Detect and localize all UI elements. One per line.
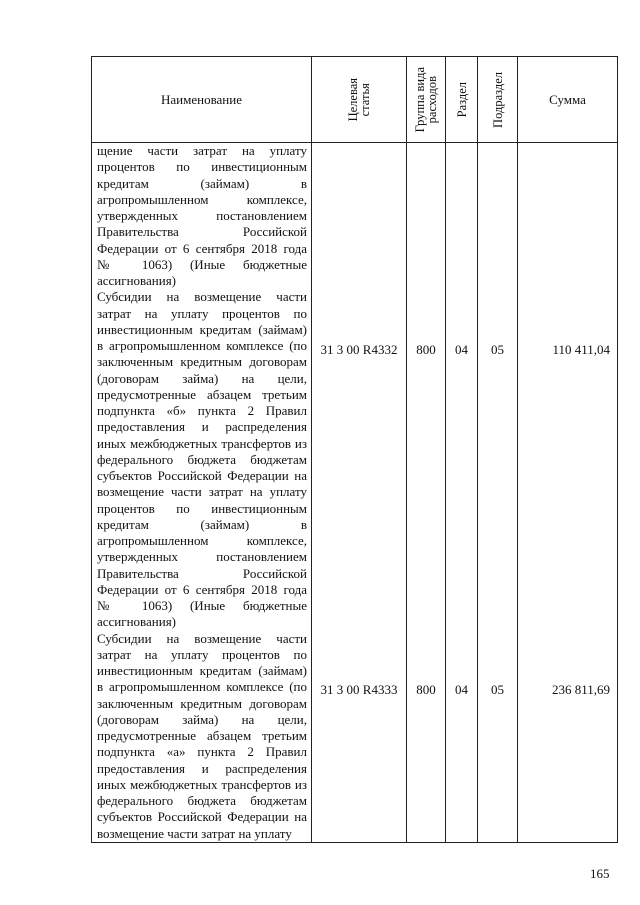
header-target (312, 57, 407, 143)
sum-value: 110 411,04 (552, 342, 610, 357)
section-value: 04 (455, 342, 468, 357)
header-row (92, 57, 618, 143)
budget-table (91, 56, 618, 843)
subsection-value: 05 (491, 682, 504, 697)
group-cell (407, 143, 446, 843)
header-subsection-label: Подраздел (490, 71, 505, 128)
header-group-label: Группа вида расходов (413, 66, 439, 133)
subsection-value: 05 (491, 342, 504, 357)
group-value: 800 (416, 342, 436, 357)
header-subsection (478, 57, 518, 143)
header-group (407, 57, 446, 143)
page-number: 165 (590, 866, 610, 881)
target-value: 31 3 00 R4332 (320, 342, 398, 357)
target-value: 31 3 00 R4333 (320, 682, 398, 697)
header-sum: Сумма (518, 57, 618, 143)
header-name: Наименование (92, 57, 312, 143)
header-section (446, 57, 478, 143)
group-value: 800 (416, 682, 436, 697)
subsection-cell (478, 143, 518, 843)
section-cell (446, 143, 478, 843)
sum-cell (518, 143, 618, 843)
target-cell (312, 143, 407, 843)
table-row (92, 143, 618, 843)
item-text: щение части затрат на уплату процентов по инвестиционным кредитам (займам) в агропромышленном комплексе, утвержденных постановлением Правительства Российской Федерации от 6 сентября 2018 года № 1063) (Иные бюджетные ассигнования) (97, 143, 307, 288)
item-text: Субсидии на возмещение части затрат на уплату процентов по инвестиционным кредитам (займам) в агропромышленном комплексе (по заключенным кредитным договорам (договорам займа) на цели, предусмотренные абзацем третьим подпункта «б» пункта 2 Правил предоставления и распределения иных межбюджетных трансфертов из федерального бюджета бюджетам субъектов Российской Федерации на возмещение части затрат на уплату процентов по инвестиционным кредитам (займам) в агропромышленном комплексе, утвержденных постановлением Правительства Российской Федерации от 6 сентября 2018 года № 1063) (Иные бюджетные ассигнования) (97, 289, 307, 630)
header-section-label: Раздел (454, 81, 469, 118)
header-target-label: Целевая статья (346, 77, 372, 122)
sum-value: 236 811,69 (551, 682, 610, 697)
name-cell (92, 143, 312, 843)
item-text: Субсидии на возмещение части затрат на уплату процентов по инвестиционным кредитам (займам) в агропромышленном комплексе (по заключенным кредитным договорам (договорам займа) на цели, предусмотренные абзацем третьим подпункта «а» пункта 2 Правил предоставления и распределения иных межбюджетных трансфертов из федерального бюджета бюджетам субъектов Российской Федерации на возмещение части затрат на уплату (97, 630, 307, 841)
section-value: 04 (455, 682, 468, 697)
